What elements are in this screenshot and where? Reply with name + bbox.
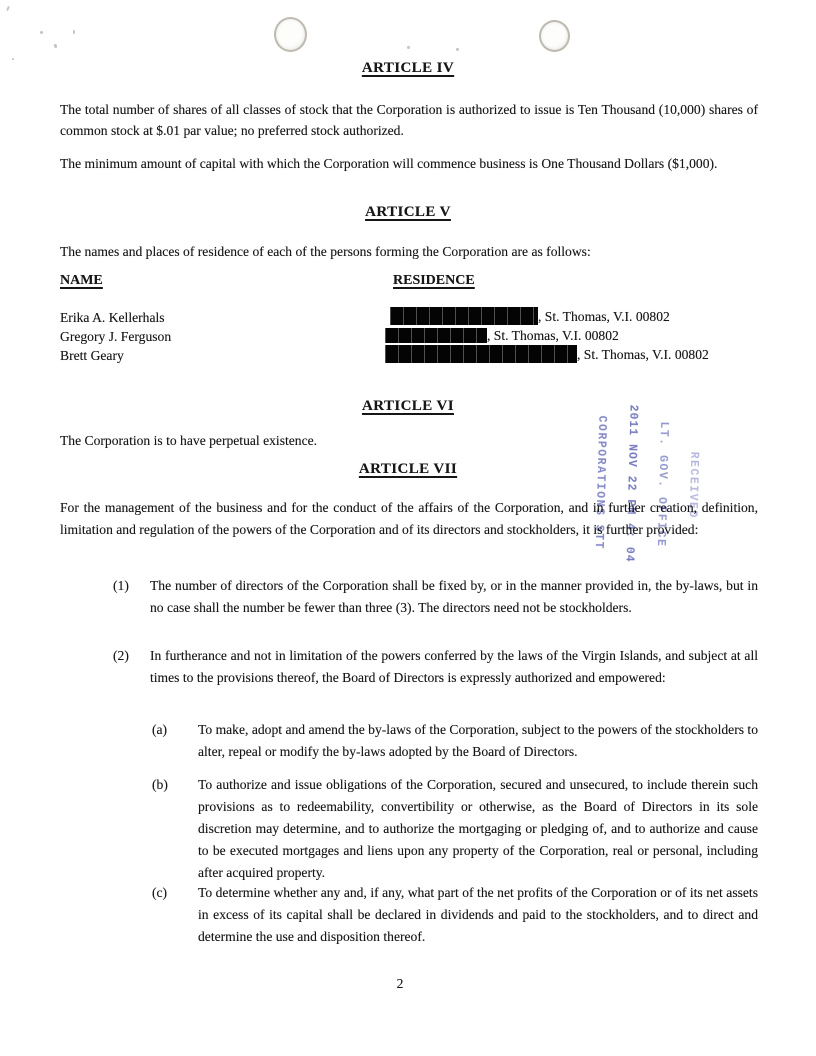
- article-v-title: ARTICLE V: [365, 204, 451, 220]
- numbered-item-2: [113, 645, 758, 689]
- scan-speck: [6, 6, 10, 11]
- item-label: (a): [152, 722, 168, 737]
- hole-punch-left: [274, 17, 307, 52]
- article-vii-intro: For the management of the business and for the conduct of the affairs of the Corporation, and in further creation, definition, limitation and regulation of the powers of the Corporation and of its directors and stockholders, it is further provided:: [60, 500, 758, 537]
- item-label: (c): [152, 885, 168, 900]
- lettered-item-a: [152, 719, 758, 763]
- lettered-item-b: [152, 774, 758, 884]
- article-iv-paragraph-1: The total number of shares of all classes of stock that the Corporation is authorized to issue is Ten Thousand (10,000) shares of common stock at $.01 par value; no preferred stock authorized.: [60, 102, 758, 138]
- residence-text: , St. Thomas, V.I. 00802: [538, 309, 670, 324]
- item-label: (2): [113, 648, 129, 663]
- scan-speck: [407, 46, 410, 49]
- stamp-line-received: RECEIVED: [685, 451, 701, 519]
- numbered-item-1: [113, 575, 758, 619]
- item-text: To authorize and issue obligations of the Corporation, secured and unsecured, to include therein such provisions as to redeemability, convertibility or otherwise, as the Board of Directors in its sole discretion may determine, and to authorize the mortgaging or pledging of, and to authorize and cause to be executed mortgages and liens upon any property of the Corporation, real or personal, including after acquired property.: [198, 777, 758, 880]
- item-label: (b): [152, 777, 168, 792]
- page-number: 2: [396, 976, 404, 991]
- residence-row: [385, 326, 709, 345]
- received-date-stamp: [582, 395, 711, 573]
- residence-row: [385, 345, 709, 364]
- item-text: To determine whether any and, if any, what part of the net profits of the Corporation or of its net assets in excess of its capital shall be declared in dividends and paid to the stockholders, and to direct and determine the use and disposition thereof.: [198, 885, 758, 944]
- article-iv-title: ARTICLE IV: [361, 60, 455, 76]
- incorporator-names: [60, 308, 171, 365]
- incorporator-name: Erika A. Kellerhals: [60, 310, 165, 325]
- article-v-intro: The names and places of residence of each of the persons forming the Corporation are as follows:: [60, 244, 591, 259]
- hole-punch-right: [539, 20, 570, 52]
- stamp-line-division: CORPORATIONS STT: [591, 415, 609, 551]
- incorporator-name: Brett Geary: [60, 348, 124, 363]
- article-iv-paragraph-2: The minimum amount of capital with which the Corporation will commence business is One Thousand Dollars ($1,000).: [60, 156, 718, 171]
- incorporator-residences: [385, 307, 709, 364]
- residence-text: , St. Thomas, V.I. 00802: [487, 328, 619, 343]
- redaction-bar: [385, 345, 577, 363]
- residence-text: , St. Thomas, V.I. 00802: [577, 347, 709, 362]
- article-vii-title: ARTICLE VII: [358, 461, 458, 477]
- item-text: The number of directors of the Corporation shall be fixed by, or in the manner provided in, the by-laws, but in no case shall the number be fewer than three (3). The directors need not be stockholders.: [150, 578, 758, 615]
- item-text: To make, adopt and amend the by-laws of the Corporation, subject to the powers of the stockholders to alter, repeal or modify the by-laws adopted by the Board of Directors.: [198, 722, 758, 759]
- scan-speck: [73, 30, 75, 34]
- stamp-line-date: 2011 NOV 22 PM 4: 04: [622, 404, 640, 563]
- lettered-item-c: [152, 882, 758, 948]
- scan-speck: [40, 31, 43, 34]
- name-column-header: NAME: [60, 273, 103, 288]
- item-label: (1): [113, 578, 129, 593]
- incorporator-name: Gregory J. Ferguson: [60, 329, 172, 344]
- article-vi-title: ARTICLE VI: [362, 398, 454, 414]
- item-text: In furtherance and not in limitation of the powers conferred by the laws of the Virgin Islands, and subject at all times to the provisions thereof, the Board of Directors is expressly authorized and empowered:: [150, 648, 758, 685]
- article-vi-paragraph: The Corporation is to have perpetual existence.: [60, 433, 318, 448]
- redaction-bar: [390, 307, 538, 325]
- scan-speck: [456, 48, 459, 51]
- stamp-line-office: LT. GOV. OFFICE: [653, 421, 671, 548]
- residence-row: [385, 307, 709, 326]
- redaction-bar: [385, 328, 487, 343]
- residence-column-header: RESIDENCE: [393, 273, 475, 288]
- scan-speck: [54, 44, 58, 49]
